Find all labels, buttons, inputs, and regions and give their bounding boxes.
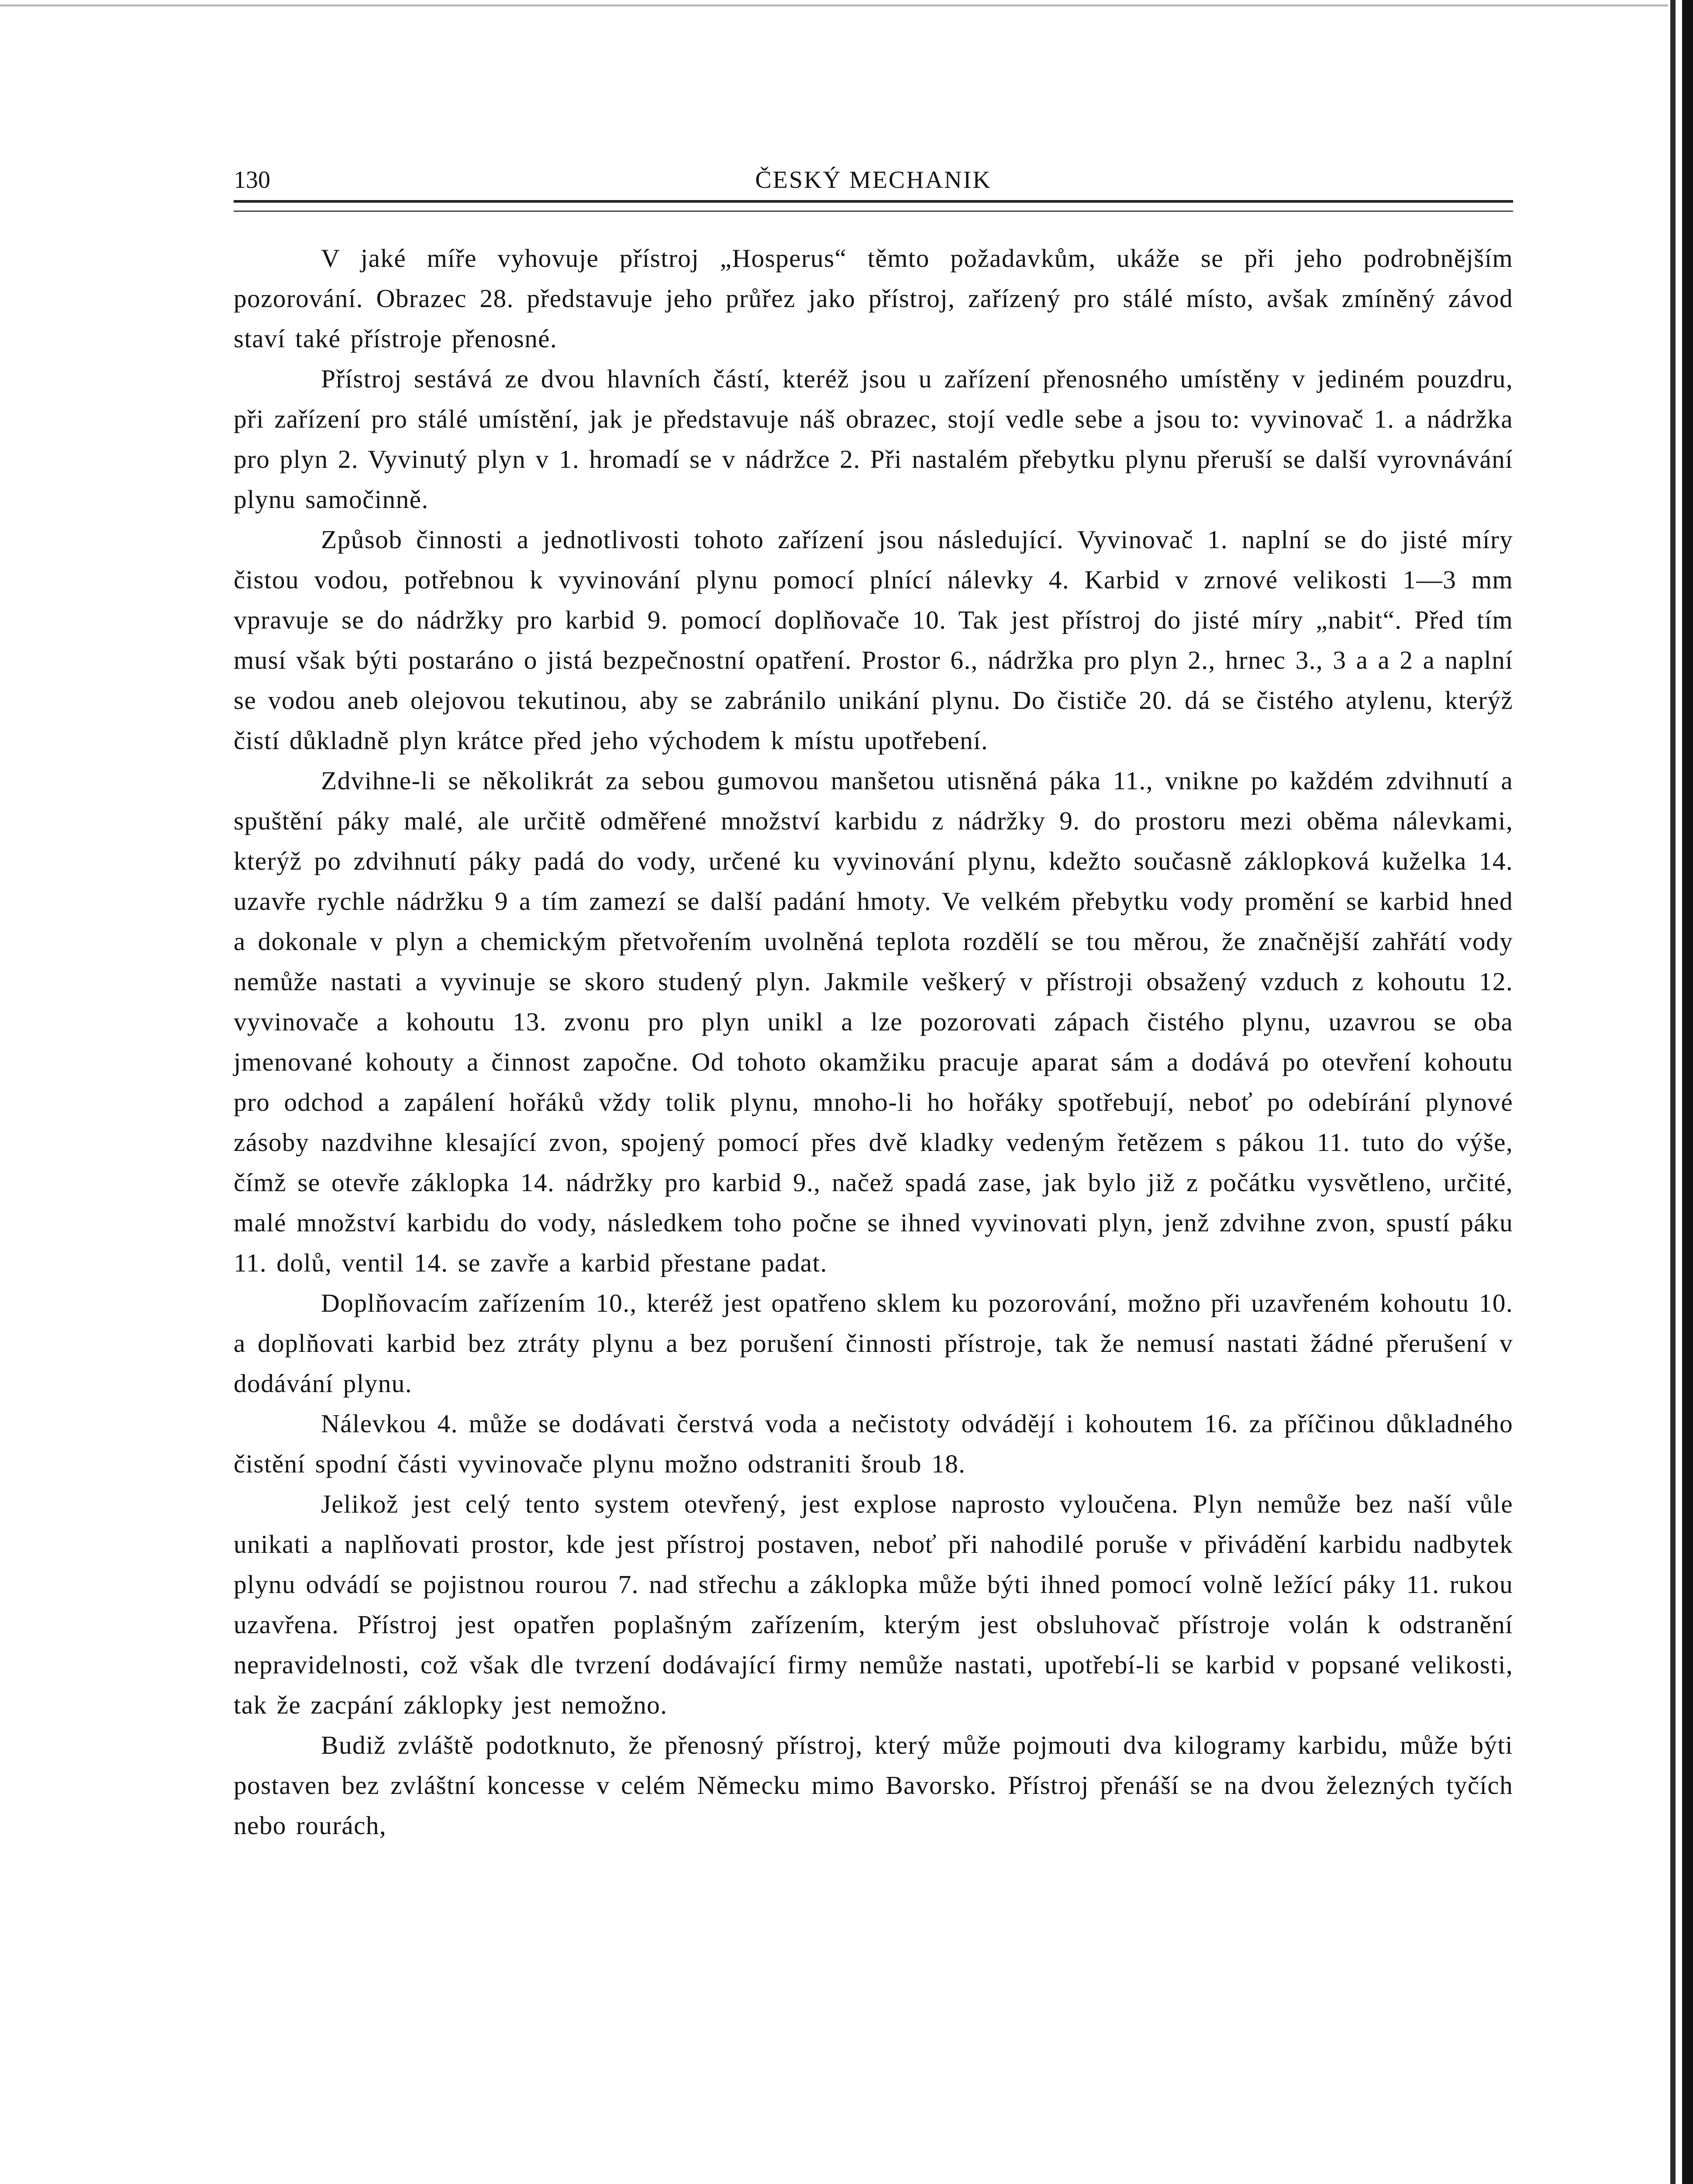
page-number: 130 (234, 166, 270, 194)
paragraph: Jelikož jest celý tento system otevřený, jest explose naprosto vyloučena. Plyn nemůže bez naší vůle unikati a naplňovati prostor, kde jest přístroj postaven, neboť při nahodilé poruše v přivádění karbidu nadbytek plynu odvádí se pojistnou rourou 7. nad střechu a záklopka může býti ihned pomocí volně ležící páky 11. rukou uzavřena. Přístroj jest opatřen poplašným zařízením, kterým jest obsluhovač přístroje volán k odstranění nepravidelnosti, což však dle tvrzení dodávající firmy nemůže nastati, upotřebí-li se karbid v popsané velikosti, tak že zacpání záklopky jest nemožno. (234, 1489, 1513, 1719)
page-header (234, 157, 1513, 197)
paragraph: Přístroj sestává ze dvou hlavních částí, kteréž jsou u zařízení přenosného umístěny v jediném pouzdru, při zařízení pro stálé umístění, jak je představuje náš obrazec, stojí vedle sebe a jsou to: vyvinovač 1. a nádržka pro plyn 2. Vyvinutý plyn v 1. hromadí se v nádržce 2. Při nastalém přebytku plynu přeruší se další vyrovnávání plynu samočinně. (234, 364, 1513, 514)
body-text (234, 238, 1513, 1845)
paragraph: V jaké míře vyhovuje přístroj „Hosperus“ těmto požadavkům, ukáže se při jeho podrobnějším pozorování. Obrazec 28. představuje jeho průřez jako přístroj, zařízený pro stálé místo, avšak zmíněný závod staví také přístroje přenosné. (234, 244, 1513, 353)
scan-edge-right (1682, 0, 1693, 2184)
running-title: ČESKÝ MECHANIK (755, 166, 992, 194)
book-page (234, 157, 1513, 1845)
paragraph: Doplňovacím zařízením 10., kteréž jest opatřeno sklem ku pozorování, možno při uzavřeném kohoutu 10. a doplňovati karbid bez ztráty plynu a bez porušení činnosti přístroje, tak že nemusí nastati žádné přerušení v dodávání plynu. (234, 1289, 1513, 1398)
header-double-rule (234, 200, 1513, 212)
scan-edge-shadow (1670, 0, 1676, 2184)
paragraph: Zdvihne-li se několikrát za sebou gumovou manšetou utisněná páka 11., vnikne po každém zdvihnutí a spuštění páky malé, ale určitě odměřené množství karbidu z nádržky 9. do prostoru mezi oběma nálevkami, kterýž po zdvihnutí páky padá do vody, určené ku vyvinování plynu, kdežto současně záklopková kuželka 14. uzavře rychle nádržku 9 a tím zamezí se další padání hmoty. Ve velkém přebytku vody promění se karbid hned a dokonale v plyn a chemickým přetvořením uvolněná teplota rozdělí se tou měrou, že značnější zahřátí vody nemůže nastati a vyvinuje se skoro studený plyn. Jakmile veškerý v přístroji obsažený vzduch z kohoutu 12. vyvinovače a kohoutu 13. zvonu pro plyn unikl a lze pozorovati zápach čistého plynu, uzavrou se oba jmenované kohouty a činnost započne. Od tohoto okamžiku pracuje aparat sám a dodává po otevření kohoutu pro odchod a zapálení hořáků vždy tolik plynu, mnoho-li ho hořáky spotřebují, neboť po odebírání plynové zásoby nazdvihne klesající zvon, spojený pomocí přes dvě kladky vedeným řetězem s pákou 11. tuto do výše, čímž se otevře záklopka 14. nádržky pro karbid 9., načež spadá zase, jak bylo již z počátku vysvětleno, určité, malé množství karbidu do vody, následkem toho počne se ihned vyvinovati plyn, jenž zdvihne zvon, spustí páku 11. dolů, ventil 14. se zavře a karbid přestane padat. (234, 766, 1513, 1277)
paragraph: Budiž zvláště podotknuto, že přenosný přístroj, který může pojmouti dva kilogramy karbidu, může býti postaven bez zvláštní koncesse v celém Německu mimo Bavorsko. Přístroj přenáší se na dvou železných tyčích nebo rourách, (234, 1731, 1513, 1840)
paragraph: Způsob činnosti a jednotlivosti tohoto zařízení jsou následující. Vyvinovač 1. naplní se do jisté míry čistou vodou, potřebnou k vyvinování plynu pomocí plnící nálevky 4. Karbid v zrnové velikosti 1—3 mm vpravuje se do nádržky pro karbid 9. pomocí doplňovače 10. Tak jest přístroj do jisté míry „nabit“. Před tím musí však býti postaráno o jistá bezpečnostní opatření. Prostor 6., nádržka pro plyn 2., hrnec 3., 3 a a 2 a naplní se vodou aneb olejovou tekutinou, aby se zabránilo unikání plynu. Do čističe 20. dá se čistého atylenu, kterýž čistí důkladně plyn krátce před jeho východem k místu upotřebení. (234, 525, 1513, 755)
paragraph: Nálevkou 4. může se dodávati čerstvá voda a nečistoty odvádějí i kohoutem 16. za příčinou důkladného čistění spodní části vyvinovače plynu možno odstraniti šroub 18. (234, 1409, 1513, 1478)
scan-edge-top (0, 4, 1668, 7)
